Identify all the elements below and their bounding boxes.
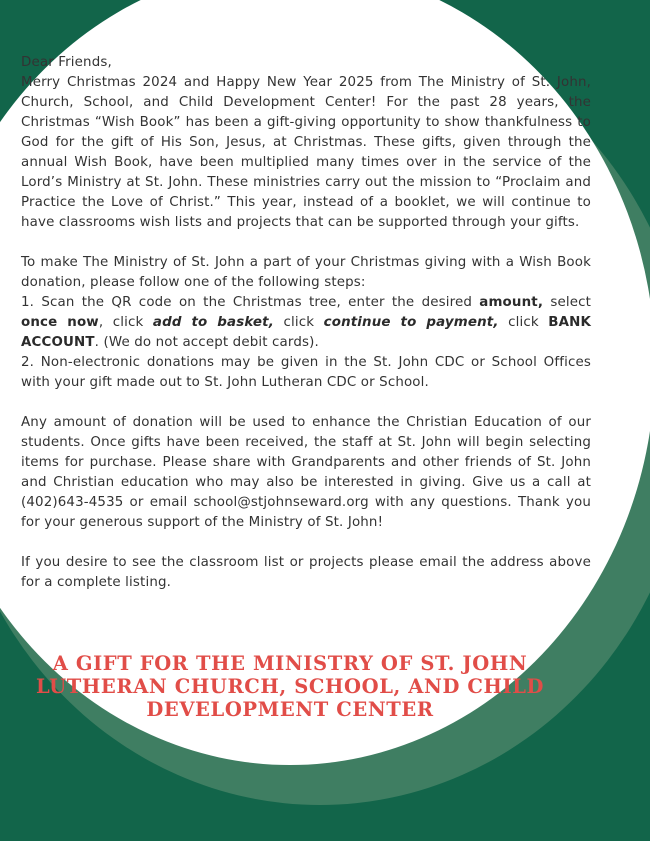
step-1-bank-account: BANK ACCOUNT	[21, 315, 592, 350]
banner-line-3: DEVELOPMENT CENTER	[146, 698, 434, 721]
step-1	[21, 293, 591, 353]
step-1-text: 1. Scan the QR code on the Christmas tree, enter the desired	[21, 295, 480, 310]
paragraph-classroom-list: If you desire to see the classroom list or projects please email the address above for a complete listing.	[21, 555, 591, 590]
step-2: 2. Non-electronic donations may be given in the St. John CDC or School Offices with your gift made out to St. John Lutheran CDC or School.	[21, 355, 591, 390]
step-1-text: , click	[98, 315, 153, 330]
banner-line-1: A GIFT FOR THE MINISTRY OF ST. JOHN	[52, 652, 528, 675]
step-1-text: select	[543, 295, 592, 310]
banner-line-2: LUTHERAN CHURCH, SCHOOL, AND CHILD	[35, 675, 545, 698]
greeting: Dear Friends,	[21, 55, 112, 70]
step-1-text: . (We do not accept debit cards).	[94, 335, 319, 350]
step-1-amount: amount,	[479, 295, 544, 310]
step-1-text: click	[273, 315, 324, 330]
paragraph-intro: Merry Christmas 2024 and Happy New Year 2025 from The Ministry of St. John, Church, School, and Child Development Center! For the past 28 years, the Christmas “Wish Book” has been a gift-giving opportunity to show thankfulness to God for the gift of His Son, Jesus, at Christmas. These gifts, given through the annual Wish Book, have been multiplied many times over in the service of the Lord’s Ministry at St. John. These ministries carry out the mission to “Proclaim and Practice the Love of Christ.” This year, instead of a booklet, we will continue to have classrooms wish lists and projects that can be supported through your gifts.	[21, 75, 591, 230]
paragraph-instructions: To make The Ministry of St. John a part of your Christmas giving with a Wish Book donation, please follow one of the following steps:	[21, 255, 591, 290]
gift-banner-heading	[20, 652, 560, 721]
step-1-text: click	[498, 315, 549, 330]
step-1-continue-to-payment: continue to payment,	[323, 315, 499, 330]
step-1-add-to-basket: add to basket,	[152, 315, 274, 330]
step-1-once-now: once now	[21, 315, 99, 330]
letter-body	[21, 53, 591, 613]
paragraph-donation-use: Any amount of donation will be used to enhance the Christian Education of our students. Once gifts have been received, the staff at St. John will begin selecting items for purchase. Please share with Grandparents and other friends of St. John and Christian education who may also be interested in giving. Give us a call at (402)643-4535 or email school@stjohnseward.org with any questions. Thank you for your generous support of the Ministry of St. John!	[21, 415, 591, 530]
